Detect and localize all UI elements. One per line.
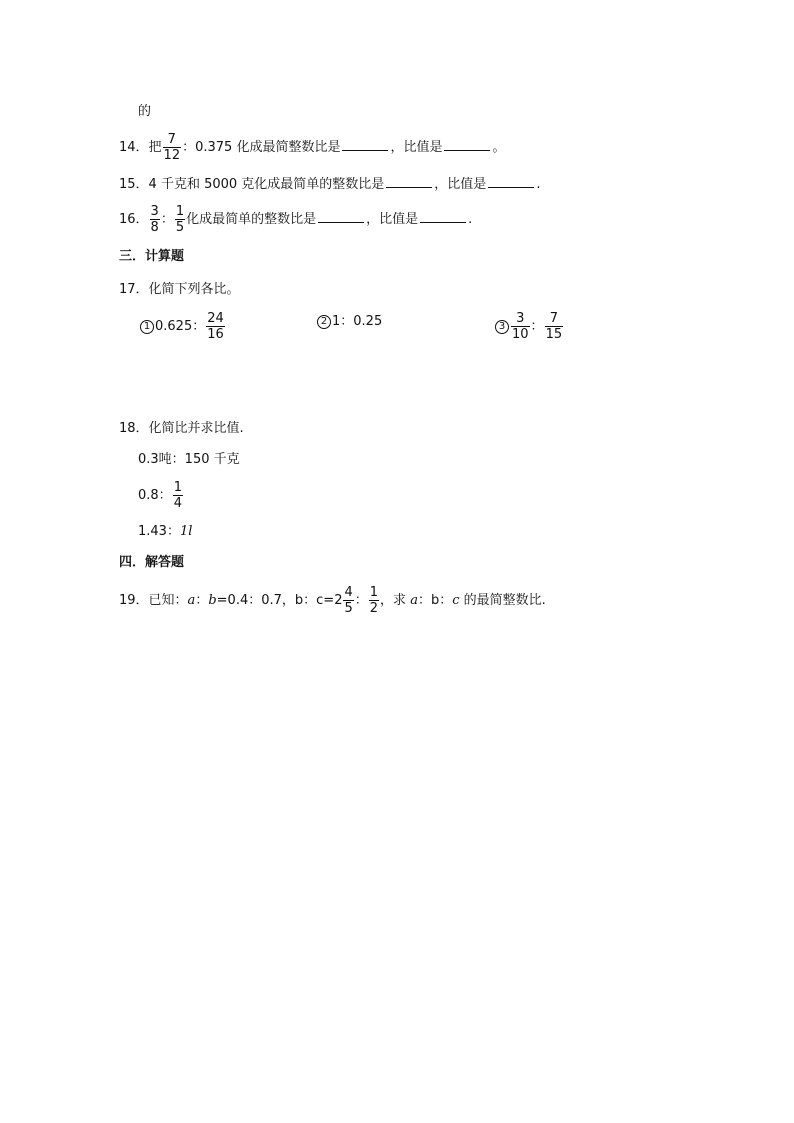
answer-blank[interactable]: [318, 210, 364, 223]
question-14: 14．把 $\frac{7}{12}$ ：0.375 化成最简整数比是 ，比值是 。: [119, 132, 506, 163]
fraction: $\frac{7}{12}$: [163, 132, 181, 163]
fraction: $\frac{24}{16}$: [207, 311, 224, 342]
question-18-title: 18．化简比并求比值.: [119, 421, 244, 436]
q13-tail: 的: [138, 104, 152, 119]
question-15: 15．4 千克和 5000 克化成最简单的整数比是 ，比值是 .: [119, 177, 541, 192]
question-18-line-1: 0.3吨：150 千克: [138, 452, 240, 467]
question-17-item-1: 1 0.625： $\frac{24}{16}$: [140, 311, 226, 342]
circled-number: 1: [140, 320, 154, 334]
fraction: $\frac{1}{4}$: [173, 480, 182, 511]
answer-blank[interactable]: [420, 210, 466, 223]
question-17-item-3: 3 $\frac{3}{10}$ ： $\frac{7}{15}$: [495, 311, 564, 342]
answer-blank[interactable]: [488, 175, 534, 188]
question-17-item-2: 2 1：0.25: [317, 313, 382, 331]
fraction: $\frac{3}{10}$: [512, 311, 529, 342]
fraction: $\frac{4}{5}$: [344, 585, 353, 616]
question-18-line-2: 0.8： $\frac{1}{4}$: [138, 480, 182, 511]
question-18-line-3: 1.43：1l: [138, 524, 193, 539]
circled-number: 2: [317, 315, 331, 329]
section-3-heading: 三．计算题: [119, 249, 185, 264]
circled-number: 3: [495, 320, 509, 334]
fraction: $\frac{1}{5}$: [175, 204, 185, 235]
fraction: $\frac{7}{15}$: [545, 311, 563, 342]
question-19: 19．已知：a：b=0.4：0.7，b：c=2 $\frac{4}{5}$ ： $\frac{1}{2}$ ，求 a：b：c 的最简整数比.: [119, 585, 546, 616]
answer-blank[interactable]: [386, 175, 432, 188]
fraction: $\frac{3}{8}$: [150, 204, 159, 235]
answer-blank[interactable]: [342, 138, 388, 151]
section-4-heading: 四．解答题: [119, 555, 185, 570]
question-17-title: 17．化简下列各比。: [119, 282, 240, 297]
answer-blank[interactable]: [444, 138, 490, 151]
fraction: $\frac{1}{2}$: [369, 585, 379, 616]
question-16: 16． $\frac{3}{8}$ ： $\frac{1}{5}$ 化成最简单的整数比是 ，比值是 .: [119, 204, 473, 235]
